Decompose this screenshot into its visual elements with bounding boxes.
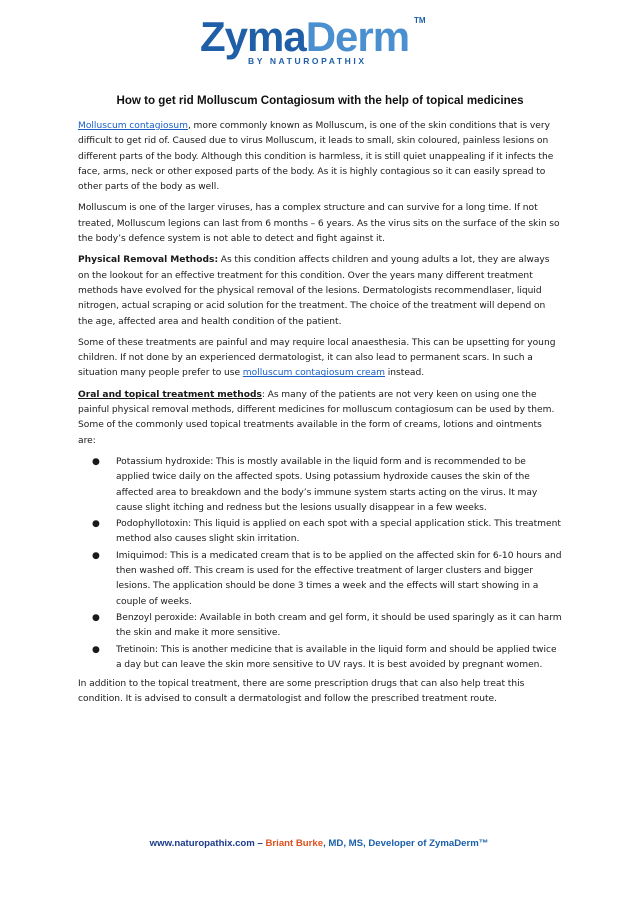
logo-subtitle: BY NATUROPATHIX — [248, 56, 367, 66]
list-item: ● Benzoyl peroxide: Available in both cream and gel form, it should be used sparingly as it can harm the skin and make it more sensitive. — [92, 612, 562, 639]
logo-wordmark: ZymaDerm — [200, 13, 410, 60]
list-item: ● Imiquimod: This is a medicated cream that is to be applied on the affected skin for 6-10 hours and then washed off. This cream is used for the effective treatment of larger clusters and bigger lesions. The application should be done 3 times a week and the effects will start showing in a couple of weeks. — [92, 550, 562, 607]
bullet-icon: ● — [92, 519, 100, 530]
bullet-icon: ● — [92, 612, 100, 623]
physical-removal-heading: Physical Removal Methods: — [78, 255, 219, 266]
list-item: ● Tretinoin: This is another medicine that is available in the liquid form and should be applied twice a day but can leave the skin more sensitive to UV rays. It is best avoided by pregnant women. — [92, 644, 557, 670]
footer-website[interactable]: www.naturopathix.com — [149, 838, 255, 849]
footer: www.naturopathix.com – Briant Burke, MD, MS, Developer of ZymaDerm™ — [149, 838, 489, 849]
zymaderm-logo — [200, 14, 440, 74]
molluscum-contagiosum-link[interactable]: Molluscum contagiosum — [78, 121, 188, 131]
bullet-icon: ● — [92, 644, 100, 655]
treatment-list — [78, 455, 562, 673]
paragraph-oral-topical: Oral and topical treatment methods: As many of the patients are not very keen on using one the painful physical removal methods, different medicines for molluscum contagiosum can be used by them. Some of the commonly used topical treatments available in the form of creams, lotions and ointments are: — [78, 389, 555, 446]
article-body — [78, 94, 562, 714]
list-item: ● Potassium hydroxide: This is mostly available in the liquid form and is recommended to be applied twice daily on the affected spots. Using potassium hydroxide causes the skin of the affected area to breakdown and the body’s immune system starts acting on the virus. It may cause slight itching and redness but the lesions usually disappear in a few weeks. — [92, 456, 538, 513]
logo-trademark: TM — [414, 16, 426, 25]
paragraph-painful-treatments: Some of these treatments are painful and may require local anaesthesia. This can be upsetting for young children. If not done by an experienced dermatologist, it can also lead to permanent scars. In such a situation many people prefer to use molluscum contagiosum cream instead. — [78, 337, 556, 379]
paragraph-virus: Molluscum is one of the larger viruses, has a complex structure and can survive for a long time. If not treated, Molluscum legions can last from 6 months – 6 years. As the virus sits on the surface of the skin so the body’s defence system is not able to detect and fight against it. — [78, 203, 560, 245]
footer-credentials: , MD, MS, Developer of ZymaDerm™ — [323, 838, 489, 849]
footer-author: Briant Burke — [265, 838, 324, 849]
paragraph-intro: Molluscum contagiosum, more commonly known as Molluscum, is one of the skin conditions that is very difficult to get rid of. Caused due to virus Molluscum, it leads to small, skin coloured, painless lesions on different parts of the body. Although this condition is harmless, it is still quiet unappealing if it infects the face, arms, neck or other exposed parts of the body. As it is highly contagious so it can easily spread to other parts of the body as well. — [78, 121, 554, 193]
page-title: How to get rid Molluscum Contagiosum with the help of topical medicines — [116, 94, 524, 107]
paragraph-conclusion: In addition to the topical treatment, there are some prescription drugs that can also help treat this condition. It is advised to consult a dermatologist and follow the prescribed treatment route. — [78, 679, 525, 705]
paragraph-physical-removal: Physical Removal Methods: As this condition affects children and young adults a lot, they are always on the lookout for an effective treatment for this condition. Over the years many different treatment methods have evolved for the physical removal of the lesions. Dermatologists recommendlaser, liquid nitrogen, actual scraping or acid solution for the treatment. The choice of the treatment will depend on the age, affected area and health condition of the patient. — [78, 255, 550, 327]
list-item: ● Podophyllotoxin: This liquid is applied on each spot with a special application stick. This treatment method also causes slight skin irritation. — [92, 519, 561, 545]
bullet-icon: ● — [92, 456, 100, 467]
molluscum-cream-link[interactable]: molluscum contagiosum cream — [242, 368, 386, 379]
bullet-icon: ● — [92, 550, 100, 561]
oral-topical-heading: Oral and topical treatment methods — [78, 389, 262, 400]
